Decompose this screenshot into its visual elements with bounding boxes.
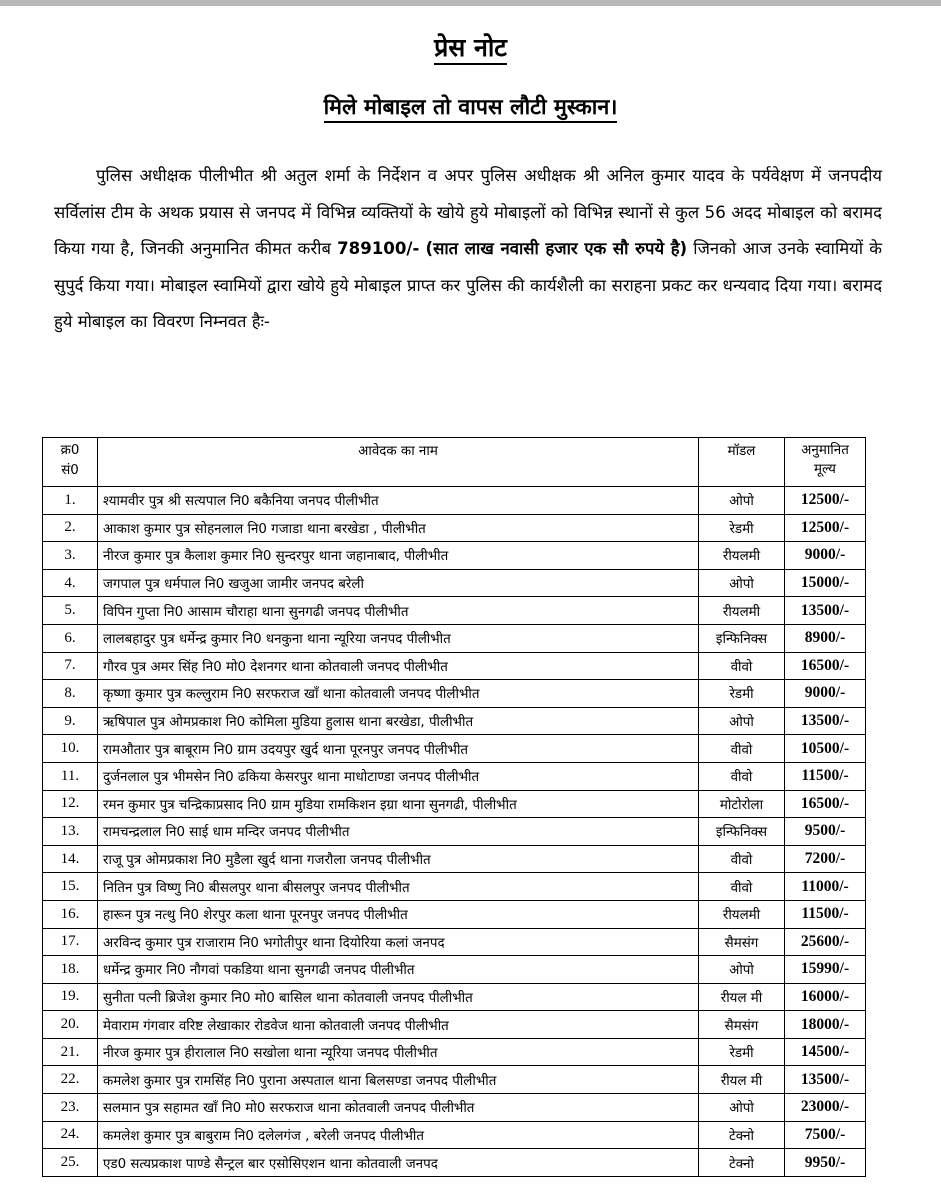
row-model: टेक्नो	[699, 1121, 785, 1149]
document-title: प्रेस नोट	[0, 32, 941, 64]
page-top-edge	[0, 0, 941, 6]
row-serial: 13.	[43, 818, 98, 846]
row-serial: 23.	[43, 1094, 98, 1122]
table-row	[43, 569, 866, 597]
row-serial: 16.	[43, 900, 98, 928]
row-applicant-name: आकाश कुमार पुत्र सोहनलाल नि0 गजाडा थाना बरखेडा , पीलीभीत	[98, 514, 699, 542]
row-model: रेडमी	[699, 514, 785, 542]
table-row	[43, 818, 866, 846]
row-applicant-name: मेवाराम गंगवार वरिष्ट लेखाकार रोडवेज थाना कोतवाली जनपद पीलीभीत	[98, 1011, 699, 1039]
row-applicant-name: ऋषिपाल पुत्र ओमप्रकाश नि0 कोमिला मुडिया हुलास थाना बरखेडा, पीलीभीत	[98, 707, 699, 735]
recovered-mobiles-table	[42, 437, 866, 1177]
row-value: 11500/-	[785, 762, 866, 790]
row-value: 9000/-	[785, 542, 866, 570]
row-applicant-name: नितिन पुत्र विष्णु नि0 बीसलपुर थाना बीसलपुर जनपद पीलीभीत	[98, 873, 699, 901]
row-model: वीवो	[699, 845, 785, 873]
row-serial: 2.	[43, 514, 98, 542]
row-serial: 7.	[43, 652, 98, 680]
table-row	[43, 514, 866, 542]
row-model: रीयलमी	[699, 597, 785, 625]
recovered-amount-words: (सात लाख नवासी हजार एक सौ रुपये है)	[425, 239, 688, 258]
row-serial: 15.	[43, 873, 98, 901]
row-value: 23000/-	[785, 1094, 866, 1122]
row-model: रेडमी	[699, 1038, 785, 1066]
table-row	[43, 1038, 866, 1066]
recovered-amount: 789100/-	[337, 239, 420, 258]
row-value: 16500/-	[785, 652, 866, 680]
row-serial: 20.	[43, 1011, 98, 1039]
row-value: 16000/-	[785, 983, 866, 1011]
row-serial: 14.	[43, 845, 98, 873]
row-value: 9500/-	[785, 818, 866, 846]
row-value: 14500/-	[785, 1038, 866, 1066]
row-applicant-name: कमलेश कुमार पुत्र बाबुराम नि0 दलेलगंज , बरेली जनपद पीलीभीत	[98, 1121, 699, 1149]
table-row	[43, 1121, 866, 1149]
row-value: 9950/-	[785, 1149, 866, 1177]
row-serial: 22.	[43, 1066, 98, 1094]
row-serial: 25.	[43, 1149, 98, 1177]
table-row	[43, 983, 866, 1011]
row-serial: 3.	[43, 542, 98, 570]
row-value: 15990/-	[785, 956, 866, 984]
row-value: 11500/-	[785, 900, 866, 928]
row-applicant-name: श्यामवीर पुत्र श्री सत्यपाल नि0 बकैनिया जनपद पीलीभीत	[98, 487, 699, 515]
row-serial: 11.	[43, 762, 98, 790]
table-row	[43, 624, 866, 652]
table-header-row	[43, 438, 866, 487]
table-row	[43, 845, 866, 873]
row-value: 13500/-	[785, 597, 866, 625]
row-applicant-name: विपिन गुप्ता नि0 आसाम चौराहा थाना सुनगढी जनपद पीलीभीत	[98, 597, 699, 625]
table-row	[43, 597, 866, 625]
row-model: वीवो	[699, 762, 785, 790]
row-applicant-name: रामचन्द्रलाल नि0 साई धाम मन्दिर जनपद पीलीभीत	[98, 818, 699, 846]
row-applicant-name: नीरज कुमार पुत्र हीरालाल नि0 सखोला थाना न्यूरिया जनपद पीलीभीत	[98, 1038, 699, 1066]
row-applicant-name: जगपाल पुत्र धर्मपाल नि0 खजुआ जामीर जनपद बरेली	[98, 569, 699, 597]
row-applicant-name: दुर्जनलाल पुत्र भीमसेन नि0 ढकिया केसरपुर थाना माधोटाण्डा जनपद पीलीभीत	[98, 762, 699, 790]
row-applicant-name: अरविन्द कुमार पुत्र राजाराम नि0 भगोतीपुर थाना दियोरिया कलां जनपद	[98, 928, 699, 956]
table-row	[43, 1066, 866, 1094]
row-model: रीयल मी	[699, 983, 785, 1011]
row-serial: 1.	[43, 487, 98, 515]
row-value: 7500/-	[785, 1121, 866, 1149]
row-value: 13500/-	[785, 707, 866, 735]
row-applicant-name: नीरज कुमार पुत्र कैलाश कुमार नि0 सुन्दरपुर थाना जहानाबाद, पीलीभीत	[98, 542, 699, 570]
table-row	[43, 1149, 866, 1177]
table-row	[43, 956, 866, 984]
table-row	[43, 762, 866, 790]
table-row	[43, 790, 866, 818]
table-row	[43, 900, 866, 928]
row-serial: 6.	[43, 624, 98, 652]
table-row	[43, 652, 866, 680]
table-row	[43, 928, 866, 956]
table-row	[43, 735, 866, 763]
row-value: 10500/-	[785, 735, 866, 763]
row-applicant-name: धर्मेन्द्र कुमार नि0 नौगवां पकडिया थाना सुनगढी जनपद पीलीभीत	[98, 956, 699, 984]
row-model: वीवो	[699, 873, 785, 901]
row-value: 12500/-	[785, 514, 866, 542]
table-row	[43, 1094, 866, 1122]
row-applicant-name: लालबहादुर पुत्र धर्मेन्द्र कुमार नि0 धनकुना थाना न्यूरिया जनपद पीलीभीत	[98, 624, 699, 652]
table-row	[43, 542, 866, 570]
row-applicant-name: हारून पुत्र नत्थु नि0 शेरपुर कला थाना पूरनपुर जनपद पीलीभीत	[98, 900, 699, 928]
row-serial: 12.	[43, 790, 98, 818]
row-value: 9000/-	[785, 680, 866, 708]
row-serial: 19.	[43, 983, 98, 1011]
table-row	[43, 707, 866, 735]
row-applicant-name: रामऔतार पुत्र बाबूराम नि0 ग्राम उदयपुर खुर्द थाना पूरनपुर जनपद पीलीभीत	[98, 735, 699, 763]
row-model: मोटोरोला	[699, 790, 785, 818]
row-serial: 17.	[43, 928, 98, 956]
row-model: ओपो	[699, 956, 785, 984]
row-value: 8900/-	[785, 624, 866, 652]
row-applicant-name: कृष्णा कुमार पुत्र कल्लुराम नि0 सरफराज खाँ थाना कोतवाली जनपद पीलीभीत	[98, 680, 699, 708]
row-serial: 18.	[43, 956, 98, 984]
row-model: ओपो	[699, 707, 785, 735]
row-serial: 5.	[43, 597, 98, 625]
row-value: 15000/-	[785, 569, 866, 597]
table-row	[43, 487, 866, 515]
row-model: ओपो	[699, 1094, 785, 1122]
row-serial: 21.	[43, 1038, 98, 1066]
row-value: 25600/-	[785, 928, 866, 956]
row-applicant-name: राजू पुत्र ओमप्रकाश नि0 मुडैला खुर्द थाना गजरौला जनपद पीलीभीत	[98, 845, 699, 873]
header-serial: क्र0 सं0	[43, 438, 98, 487]
row-model: टेक्नो	[699, 1149, 785, 1177]
row-value: 18000/-	[785, 1011, 866, 1039]
row-serial: 10.	[43, 735, 98, 763]
row-value: 7200/-	[785, 845, 866, 873]
table-row	[43, 873, 866, 901]
body-paragraph	[54, 158, 882, 341]
document-subtitle: मिले मोबाइल तो वापस लौटी मुस्कान।	[0, 93, 941, 123]
row-applicant-name: सलमान पुत्र सहामत खाँ नि0 मो0 सरफराज थाना कोतवाली जनपद पीलीभीत	[98, 1094, 699, 1122]
row-model: इन्फिनिक्स	[699, 624, 785, 652]
row-value: 12500/-	[785, 487, 866, 515]
row-model: सैमसंग	[699, 928, 785, 956]
table-row	[43, 1011, 866, 1039]
header-estimated-value: अनुमानित मूल्य	[785, 438, 866, 487]
row-value: 13500/-	[785, 1066, 866, 1094]
row-serial: 9.	[43, 707, 98, 735]
row-serial: 8.	[43, 680, 98, 708]
paragraph-intro: पुलिस अधीक्षक पीलीभीत श्री अतुल शर्मा के निर्देशन व अपर पुलिस अधीक्षक श्री अनिल कुमार यादव के पर्यवेक्षण में जनपदीय सर्विलांस टीम के अथक प्रयास से जनपद में विभिन्न व्यक्तियों के खोये हुये मोबाइलों को विभिन्न स्थानों से कुल 56 अदद मोबाइल को बरामद किया गया है, जिनकी अनुमानित कीमत करीब	[54, 166, 882, 258]
row-model: रीयल मी	[699, 1066, 785, 1094]
table-row	[43, 680, 866, 708]
paragraph-rest: जिनको आज उनके स्वामियों के सुपुर्द किया गया। मोबाइल स्वामियों द्वारा खोये हुये मोबाइल प्राप्त कर पुलिस की कार्यशैली का सराहना प्रकट कर धन्यवाद दिया गया। बरामद हुये मोबाइल का विवरण निम्नवत हैः-	[54, 239, 883, 331]
row-applicant-name: रमन कुमार पुत्र चन्द्रिकाप्रसाद नि0 ग्राम मुडिया रामकिशन इग्रा थाना सुनगढी, पीलीभीत	[98, 790, 699, 818]
row-value: 16500/-	[785, 790, 866, 818]
row-model: सैमसंग	[699, 1011, 785, 1039]
row-model: ओपो	[699, 569, 785, 597]
row-model: रेडमी	[699, 680, 785, 708]
row-model: वीवो	[699, 735, 785, 763]
row-model: ओपो	[699, 487, 785, 515]
header-model: मॉडल	[699, 438, 785, 487]
row-model: वीवो	[699, 652, 785, 680]
header-applicant-name: आवेदक का नाम	[98, 438, 699, 487]
row-applicant-name: कमलेश कुमार पुत्र रामसिंह नि0 पुराना अस्पताल थाना बिलसण्डा जनपद पीलीभीत	[98, 1066, 699, 1094]
row-applicant-name: गौरव पुत्र अमर सिंह नि0 मो0 देशनगर थाना कोतवाली जनपद पीलीभीत	[98, 652, 699, 680]
row-serial: 4.	[43, 569, 98, 597]
row-serial: 24.	[43, 1121, 98, 1149]
row-model: रीयलमी	[699, 900, 785, 928]
row-model: रीयलमी	[699, 542, 785, 570]
row-model: इन्फिनिक्स	[699, 818, 785, 846]
row-value: 11000/-	[785, 873, 866, 901]
row-applicant-name: सुनीता पत्नी ब्रिजेश कुमार नि0 मो0 बासिल थाना कोतवाली जनपद पीलीभीत	[98, 983, 699, 1011]
row-applicant-name: एड0 सत्यप्रकाश पाण्डे सैन्ट्रल बार एसोसिएशन थाना कोतवाली जनपद	[98, 1149, 699, 1177]
